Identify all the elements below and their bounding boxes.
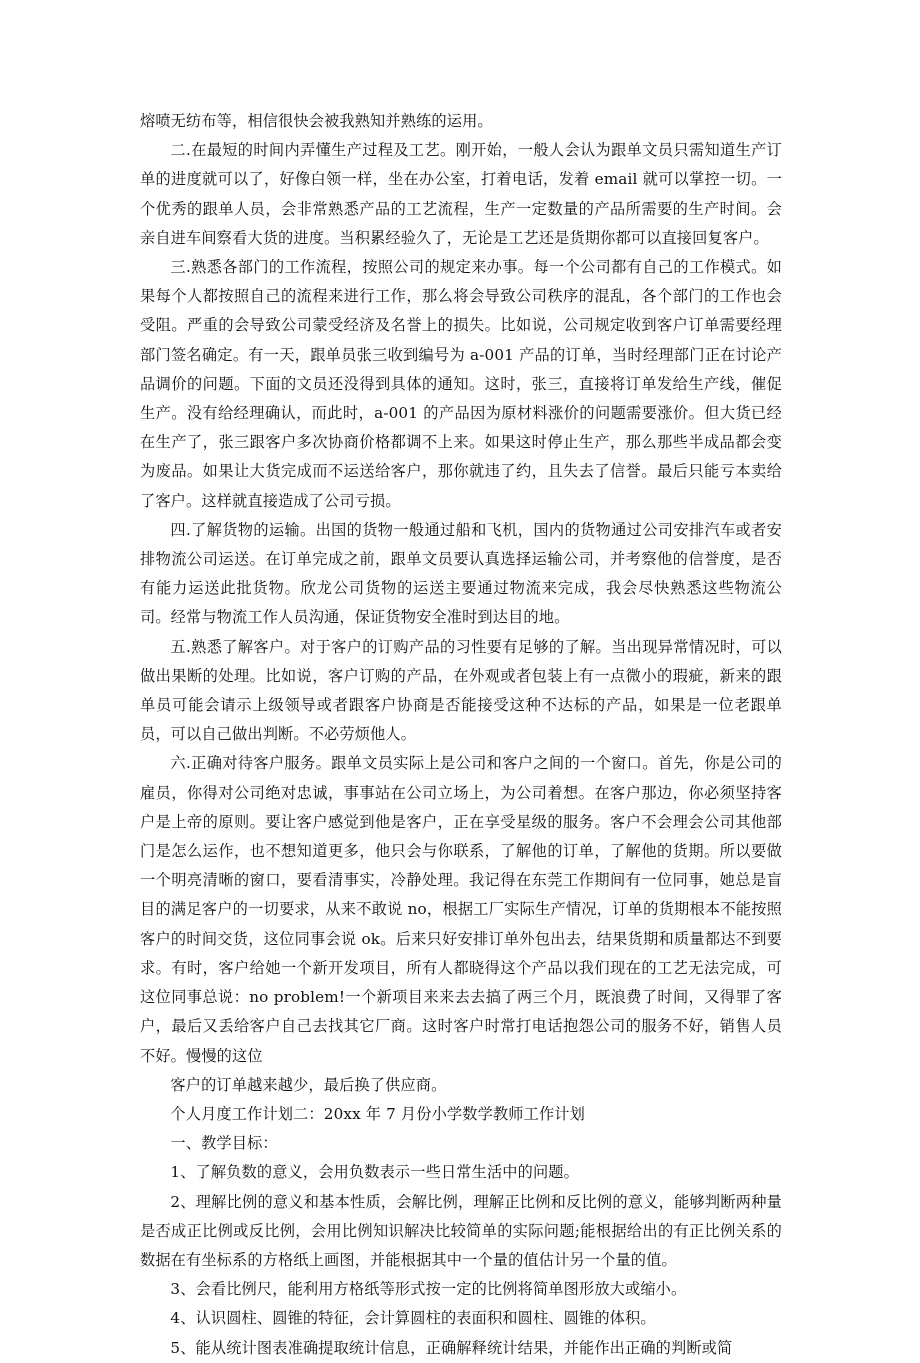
paragraph: 六.正确对待客户服务。跟单文员实际上是公司和客户之间的一个窗口。首先，你是公司的雇员，你得对公司绝对忠诚，事事站在公司立场上，为公司着想。在客户那边，你必须坚持客户是上帝的原则。要让客户感觉到他是客户，正在享受星级的服务。客户不会理会公司其他部门是怎么运作，也不想知道更多，他只会与你联系，了解他的订单，了解他的货期。所以要做一个明亮清晰的窗口，要看清事实，冷静处理。我记得在东莞工作期间有一位同事，她总是盲目的满足客户的一切要求，从来不敢说 no，根据工厂实际生产情况，订单的货期根本不能按照客户的时间交货，这位同事会说 ok。后来只好安排订单外包出去，结果货期和质量都达不到要求。有时，客户给她一个新开发项目，所有人都晓得这个产品以我们现在的工艺无法完成，可这位同事总说：no problem!一个新项目来来去去搞了两三个月，既浪费了时间，又得罪了客户，最后又丢给客户自己去找其它厂商。这时客户时常打电话抱怨公司的服务不好，销售人员不好。慢慢的这位	[140, 754, 782, 1065]
list-item: 5、能从统计图表准确提取统计信息，正确解释统计结果，并能作出正确的判断或简	[170, 1338, 733, 1357]
paragraph: 三.熟悉各部门的工作流程，按照公司的规定来办事。每一个公司都有自己的工作模式。如果每个人都按照自己的流程来进行工作，那么将会导致公司秩序的混乱，各个部门的工作也会受阻。严重的会导致公司蒙受经济及名誉上的损失。比如说，公司规定收到客户订单需要经理部门签名确定。有一天，跟单员张三收到编号为 a-001 产品的订单，当时经理部门正在讨论产品调价的问题。下面的文员还没得到具体的通知。这时，张三，直接将订单发给生产线，催促生产。没有给经理确认，而此时，a-001 的产品因为原材料涨价的问题需要涨价。但大货已经在生产了，张三跟客户多次协商价格都调不上来。如果这时停止生产，那么那些半成品都会变为废品。如果让大货完成而不运送给客户，那你就违了约，且失去了信誉。最后只能亏本卖给了客户。这样就直接造成了公司亏损。	[140, 258, 782, 510]
list-item: 4、认识圆柱、圆锥的特征，会计算圆柱的表面积和圆柱、圆锥的体积。	[170, 1309, 656, 1328]
subsection-heading: 一、教学目标：	[170, 1134, 278, 1153]
document-body	[140, 107, 782, 1363]
section-heading: 个人月度工作计划二：20xx 年 7 月份小学数学教师工作计划	[170, 1104, 585, 1123]
paragraph: 熔喷无纺布等，相信很快会被我熟知并熟练的运用。	[140, 112, 493, 130]
paragraph: 二.在最短的时间内弄懂生产过程及工艺。刚开始，一般人会认为跟单文员只需知道生产订单的进度就可以了，好像白领一样，坐在办公室，打着电话，发着 email 就可以掌控一切。一个优秀的跟单人员，会非常熟悉产品的工艺流程，生产一定数量的产品所需要的生产时间。会亲自进车间察看大货的进度。当积累经验久了，无论是工艺还是货期你都可以直接回复客户。	[140, 141, 782, 247]
paragraph: 客户的订单越来越少，最后换了供应商。	[170, 1075, 447, 1094]
list-item: 2、理解比例的意义和基本性质，会解比例，理解正比例和反比例的意义，能够判断两种量是否成正比例或反比例，会用比例知识解决比较简单的实际问题;能根据给出的有正比例关系的数据在有坐标系的方格纸上画图，并能根据其中一个量的值估计另一个量的值。	[140, 1192, 782, 1269]
paragraph: 四.了解货物的运输。出国的货物一般通过船和飞机，国内的货物通过公司安排汽车或者安排物流公司运送。在订单完成之前，跟单文员要认真选择运输公司，并考察他的信誉度，是否有能力运送此批货物。欣龙公司货物的运送主要通过物流来完成，我会尽快熟悉这些物流公司。经常与物流工作人员沟通，保证货物安全准时到达目的地。	[140, 520, 782, 627]
paragraph: 五.熟悉了解客户。对于客户的订购产品的习性要有足够的了解。当出现异常情况时，可以做出果断的处理。比如说，客户订购的产品，在外观或者包装上有一点微小的瑕疵，新来的跟单员可能会请示上级领导或者跟客户协商是否能接受这种不达标的产品，如果是一位老跟单员，可以自己做出判断。不必劳烦他人。	[140, 637, 782, 744]
list-item: 3、会看比例尺，能利用方格纸等形式按一定的比例将简单图形放大或缩小。	[170, 1280, 687, 1299]
list-item: 1、了解负数的意义，会用负数表示一些日常生活中的问题。	[170, 1163, 579, 1182]
